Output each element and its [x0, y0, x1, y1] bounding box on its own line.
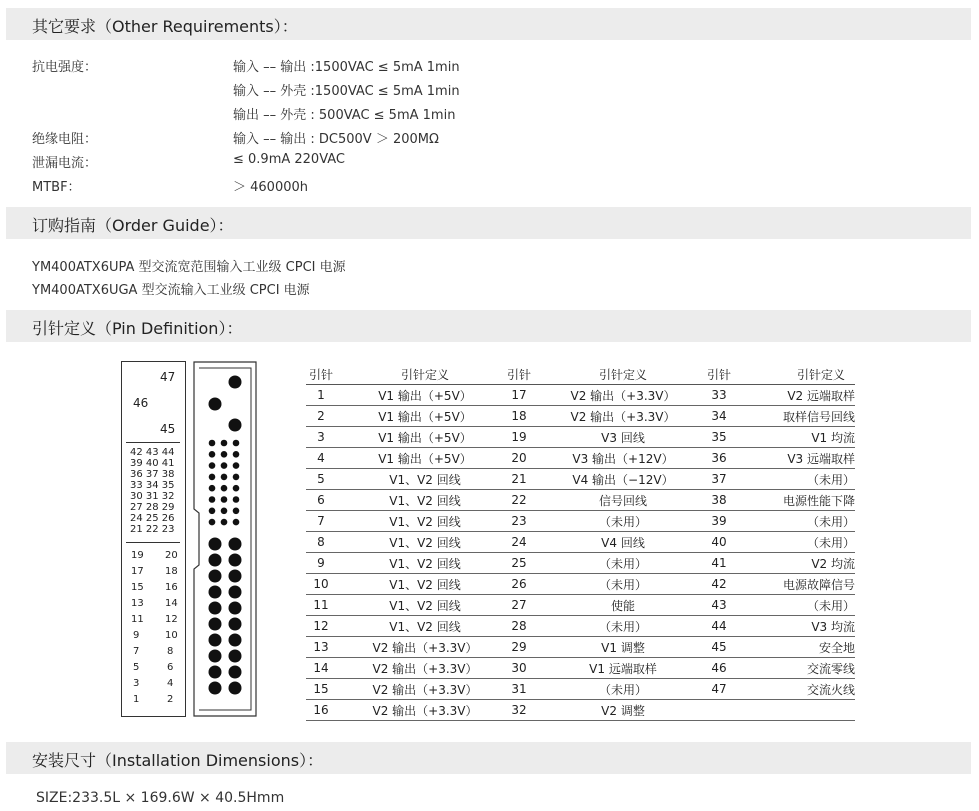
pin-definition-cell: V3 输出（+12V）: [534, 448, 704, 469]
col-header: 引针定义: [534, 365, 704, 385]
pin-definition-table: [306, 365, 855, 721]
pin-dot: [209, 602, 222, 615]
section-title-other: 其它要求（Other Requirements）：: [32, 17, 298, 36]
pin-label-46: 46: [133, 396, 149, 410]
pin-number-cell: 35: [704, 427, 734, 448]
pin-definition-cell: V2 输出（+3.3V）: [336, 637, 504, 658]
pin-dot: [209, 440, 216, 447]
req-value: 输入 –– 输出 : DC500V ＞ 200MΩ: [233, 132, 439, 147]
req-value: 输出 –– 外壳 : 500VAC ≤ 5mA 1min: [233, 108, 456, 123]
pin-row-label: 36 37 38: [130, 469, 175, 480]
pin-dot: [229, 650, 242, 663]
section-title-install: 安装尺寸（Installation Dimensions）：: [32, 751, 324, 770]
pin-definition-cell: [734, 700, 855, 721]
pin-number-cell: 39: [704, 511, 734, 532]
pin-number-cell: 24: [504, 532, 534, 553]
pin-dot: [229, 586, 242, 599]
pin-definition-cell: V1 远端取样: [534, 658, 704, 679]
table-row: [306, 658, 855, 679]
pin-label: 5: [133, 662, 140, 673]
pin-dot: [221, 440, 228, 447]
table-row: [306, 700, 855, 721]
table-row: [306, 448, 855, 469]
pin-dot: [221, 485, 228, 492]
table-header-row: [306, 365, 855, 385]
pin-row-label: 42 43 44: [130, 447, 175, 458]
req-value: ＞ 460000h: [233, 180, 308, 195]
pin-number-cell: 1: [306, 385, 336, 406]
pin-label-47: 47: [160, 370, 176, 384]
pin-label: 15: [131, 582, 144, 593]
pin-dot: [209, 508, 216, 515]
pin-dot: [209, 519, 216, 526]
pin-number-cell: 12: [306, 616, 336, 637]
pin-number-cell: 34: [704, 406, 734, 427]
col-header: 引针定义: [734, 365, 855, 385]
pin-dot: [209, 474, 216, 481]
pin-number-cell: 43: [704, 595, 734, 616]
pin-definition-cell: （未用）: [734, 595, 855, 616]
pin-label: 6: [167, 662, 174, 673]
pin-label: 19: [131, 550, 144, 561]
pin-dot: [229, 419, 242, 432]
pin-label: 16: [165, 582, 178, 593]
pin-definition-cell: V1 输出（+5V）: [336, 406, 504, 427]
pin-label: 13: [131, 598, 144, 609]
pin-label: 1: [133, 694, 140, 705]
pin-label: 20: [165, 550, 178, 561]
pin-label: 4: [167, 678, 174, 689]
pin-dot: [209, 618, 222, 631]
pin-number-cell: 31: [504, 679, 534, 700]
pin-definition-cell: 电源故障信号: [734, 574, 855, 595]
pin-definition-cell: （未用）: [734, 469, 855, 490]
pin-label: 2: [167, 694, 174, 705]
table-row: [306, 427, 855, 448]
pin-definition-cell: V1 输出（+5V）: [336, 448, 504, 469]
table-row: [306, 553, 855, 574]
col-header: 引针: [504, 365, 534, 385]
pin-dot: [229, 618, 242, 631]
col-header: 引针: [306, 365, 336, 385]
pin-row-label: 21 22 23: [130, 524, 175, 535]
pin-number-cell: 29: [504, 637, 534, 658]
pin-dot: [229, 666, 242, 679]
pin-dot: [209, 634, 222, 647]
table-row: [306, 469, 855, 490]
pin-definition-cell: （未用）: [734, 532, 855, 553]
pin-definition-cell: V3 远端取样: [734, 448, 855, 469]
pin-dot: [221, 496, 228, 503]
table-row: [306, 637, 855, 658]
pin-definition-cell: （未用）: [534, 574, 704, 595]
pin-definition-cell: V2 输出（+3.3V）: [534, 406, 704, 427]
req-label: 泄漏电流：: [32, 156, 98, 171]
pin-dot: [209, 682, 222, 695]
pin-dot: [209, 586, 222, 599]
pin-row-label: 27 28 29: [130, 502, 175, 513]
pin-number-cell: 19: [504, 427, 534, 448]
pin-number-cell: 16: [306, 700, 336, 721]
pin-dot: [209, 451, 216, 458]
req-value: ≤ 0.9mA 220VAC: [233, 152, 346, 167]
pin-dot: [233, 440, 240, 447]
pin-number-cell: 25: [504, 553, 534, 574]
pin-number-cell: 17: [504, 385, 534, 406]
pin-row-label: 39 40 41: [130, 458, 175, 469]
pin-row-label: 24 25 26: [130, 513, 175, 524]
pin-dot: [209, 570, 222, 583]
table-row: [306, 385, 855, 406]
pin-dot: [233, 462, 240, 469]
pin-number-cell: 2: [306, 406, 336, 427]
pin-number-cell: 5: [306, 469, 336, 490]
pin-definition-cell: V1、V2 回线: [336, 469, 504, 490]
table-row: [306, 616, 855, 637]
section-header-pin: [6, 310, 971, 342]
pin-number-cell: 38: [704, 490, 734, 511]
pin-label: 12: [165, 614, 178, 625]
pin-number-cell: 26: [504, 574, 534, 595]
pin-definition-cell: V2 均流: [734, 553, 855, 574]
pin-definition-cell: 使能: [534, 595, 704, 616]
section-header-install: [6, 742, 971, 774]
pin-label: 3: [133, 678, 140, 689]
pin-label: 18: [165, 566, 178, 577]
pin-dot: [221, 519, 228, 526]
pin-dot: [233, 451, 240, 458]
pin-number-cell: 6: [306, 490, 336, 511]
pin-number-cell: 28: [504, 616, 534, 637]
pin-definition-cell: V4 输出（−12V）: [534, 469, 704, 490]
pin-definition-cell: V3 回线: [534, 427, 704, 448]
pin-number-cell: 15: [306, 679, 336, 700]
pin-dot: [229, 570, 242, 583]
table-row: [306, 532, 855, 553]
pin-definition-cell: V1 均流: [734, 427, 855, 448]
pin-definition-cell: V3 均流: [734, 616, 855, 637]
pin-definition-cell: V1、V2 回线: [336, 511, 504, 532]
divider: [126, 542, 180, 543]
connector-pin-drawing: [193, 361, 257, 717]
pin-definition-cell: （未用）: [534, 616, 704, 637]
pin-dot: [221, 508, 228, 515]
table-row: [306, 511, 855, 532]
pin-number-cell: 22: [504, 490, 534, 511]
table-row: [306, 679, 855, 700]
pin-definition-cell: （未用）: [734, 511, 855, 532]
pin-definition-cell: V1 调整: [534, 637, 704, 658]
pin-number-cell: 10: [306, 574, 336, 595]
pin-definition-cell: V1、V2 回线: [336, 574, 504, 595]
pin-definition-cell: （未用）: [534, 679, 704, 700]
pin-number-cell: [704, 700, 734, 721]
pin-dot: [209, 650, 222, 663]
size-text: SIZE:233.5L × 169.6W × 40.5Hmm: [36, 790, 285, 806]
table-row: [306, 574, 855, 595]
pin-definition-cell: V2 调整: [534, 700, 704, 721]
pin-dot: [233, 519, 240, 526]
pin-definition-cell: （未用）: [534, 511, 704, 532]
pin-definition-cell: 交流火线: [734, 679, 855, 700]
pin-definition-cell: 信号回线: [534, 490, 704, 511]
pin-dot: [209, 462, 216, 469]
pin-label: 9: [133, 630, 140, 641]
pin-definition-cell: V1、V2 回线: [336, 595, 504, 616]
pin-number-cell: 37: [704, 469, 734, 490]
pin-number-cell: 42: [704, 574, 734, 595]
pin-number-cell: 20: [504, 448, 534, 469]
pin-definition-cell: V1、V2 回线: [336, 616, 504, 637]
pin-number-cell: 11: [306, 595, 336, 616]
pin-number-cell: 23: [504, 511, 534, 532]
pin-number-cell: 47: [704, 679, 734, 700]
req-value: 输入 –– 输出 :1500VAC ≤ 5mA 1min: [233, 60, 460, 75]
pin-dot: [209, 496, 216, 503]
pin-number-cell: 36: [704, 448, 734, 469]
pin-dot: [233, 474, 240, 481]
pin-definition-cell: V2 输出（+3.3V）: [336, 700, 504, 721]
pin-row-label: 33 34 35: [130, 480, 175, 491]
pin-dot: [209, 666, 222, 679]
col-header: 引针定义: [336, 365, 504, 385]
pin-definition-cell: 取样信号回线: [734, 406, 855, 427]
pin-number-cell: 40: [704, 532, 734, 553]
req-label: MTBF：: [32, 180, 81, 195]
req-label: 绝缘电阻：: [32, 132, 98, 147]
pin-number-cell: 33: [704, 385, 734, 406]
pin-number-cell: 4: [306, 448, 336, 469]
pin-number-cell: 9: [306, 553, 336, 574]
pin-dot: [229, 682, 242, 695]
pin-number-cell: 32: [504, 700, 534, 721]
pin-number-cell: 8: [306, 532, 336, 553]
pin-number-cell: 45: [704, 637, 734, 658]
order-item: YM400ATX6UPA 型交流宽范围输入工业级 CPCI 电源: [32, 260, 346, 275]
pin-definition-cell: V2 输出（+3.3V）: [534, 385, 704, 406]
pin-number-cell: 18: [504, 406, 534, 427]
pin-number-cell: 7: [306, 511, 336, 532]
pin-definition-cell: 电源性能下降: [734, 490, 855, 511]
pin-number-cell: 27: [504, 595, 534, 616]
pin-definition-cell: V4 回线: [534, 532, 704, 553]
req-value: 输入 –– 外壳 :1500VAC ≤ 5mA 1min: [233, 84, 460, 99]
pin-row-label: 30 31 32: [130, 491, 175, 502]
pin-definition-cell: V2 输出（+3.3V）: [336, 658, 504, 679]
pin-definition-cell: V2 输出（+3.3V）: [336, 679, 504, 700]
pin-dot: [209, 398, 222, 411]
section-header-other: [6, 8, 971, 40]
pin-definition-cell: V1、V2 回线: [336, 553, 504, 574]
pin-definition-cell: V2 远端取样: [734, 385, 855, 406]
pin-number-cell: 30: [504, 658, 534, 679]
pin-number-cell: 3: [306, 427, 336, 448]
pin-dot: [209, 554, 222, 567]
order-item: YM400ATX6UGA 型交流输入工业级 CPCI 电源: [32, 283, 310, 298]
pin-dot: [229, 634, 242, 647]
table-row: [306, 406, 855, 427]
pin-dot: [233, 508, 240, 515]
col-header: 引针: [704, 365, 734, 385]
pin-label: 17: [131, 566, 144, 577]
section-title-pin: 引针定义（Pin Definition）：: [32, 319, 243, 338]
pin-number-cell: 14: [306, 658, 336, 679]
pin-dot: [221, 474, 228, 481]
pin-definition-cell: V1、V2 回线: [336, 490, 504, 511]
pin-label: 14: [165, 598, 178, 609]
req-label: 抗电强度：: [32, 60, 98, 75]
section-title-order: 订购指南（Order Guide）：: [32, 216, 234, 235]
pin-dot: [233, 496, 240, 503]
pin-dot: [229, 376, 242, 389]
pin-label: 7: [133, 646, 140, 657]
pin-dot: [221, 451, 228, 458]
pin-number-cell: 44: [704, 616, 734, 637]
pin-definition-cell: V1 输出（+5V）: [336, 385, 504, 406]
section-header-order: [6, 207, 971, 239]
pin-definition-cell: 交流零线: [734, 658, 855, 679]
pin-definition-cell: V1、V2 回线: [336, 532, 504, 553]
divider: [126, 442, 180, 443]
pin-label: 11: [131, 614, 144, 625]
connector-label-diagram: [121, 361, 186, 717]
table-row: [306, 490, 855, 511]
pin-definition-cell: 安全地: [734, 637, 855, 658]
pin-definition-cell: （未用）: [534, 553, 704, 574]
pin-label: 8: [167, 646, 174, 657]
pin-dot: [221, 462, 228, 469]
pin-dot: [229, 538, 242, 551]
table-row: [306, 595, 855, 616]
pin-dot: [229, 554, 242, 567]
pin-dot: [209, 538, 222, 551]
pin-dot: [233, 485, 240, 492]
pin-number-cell: 21: [504, 469, 534, 490]
connector-outline: [194, 362, 256, 716]
pin-label: 10: [165, 630, 178, 641]
pin-number-cell: 46: [704, 658, 734, 679]
pin-number-cell: 13: [306, 637, 336, 658]
pin-dot: [229, 602, 242, 615]
pin-number-cell: 41: [704, 553, 734, 574]
pin-definition-cell: V1 输出（+5V）: [336, 427, 504, 448]
pin-label-45: 45: [160, 422, 176, 436]
pin-dot: [209, 485, 216, 492]
